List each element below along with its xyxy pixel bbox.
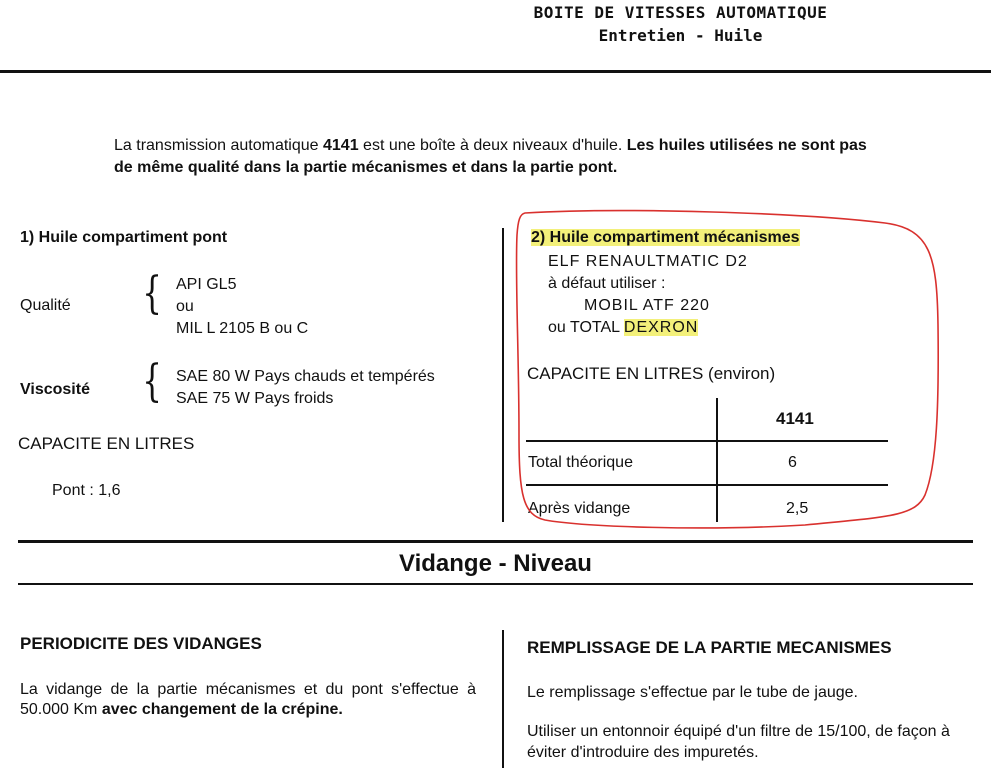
quality-values xyxy=(176,274,308,340)
oil-spec-line3: MOBIL ATF 220 xyxy=(584,297,710,314)
filling-para2: Utiliser un entonnoir équipé d'un filtre de 15/100, de façon à éviter d'introduire des impuretés. xyxy=(527,723,950,761)
column-divider-bottom xyxy=(502,630,504,768)
oil-spec-line1: ELF RENAULTMATIC D2 xyxy=(548,253,748,270)
periodicity-text-normal: La vidange de la partie mécanismes et du pont s'effectue à 50.000 Km xyxy=(20,681,476,718)
intro-paragraph xyxy=(114,135,884,179)
quality-label: Qualité xyxy=(20,297,71,314)
oil-spec-line4-prefix: ou TOTAL xyxy=(548,319,624,336)
quality-value-1: API GL5 xyxy=(176,276,237,293)
intro-text-2: est une boîte à deux niveaux d'huile. xyxy=(358,137,627,154)
header-line2: Entretien - Huile xyxy=(598,26,763,45)
pont-label: Pont : xyxy=(52,482,94,499)
section-title: Vidange - Niveau xyxy=(399,550,592,577)
header-line1: BOITE DE VITESSES AUTOMATIQUE xyxy=(533,3,828,22)
quality-brace: { xyxy=(142,268,162,319)
header-rule xyxy=(0,70,991,73)
filling-para1: Le remplissage s'effectue par le tube de jauge. xyxy=(527,684,858,701)
annotation-circle xyxy=(505,205,945,535)
section-rule-top xyxy=(18,540,973,543)
filling-heading: REMPLISSAGE DE LA PARTIE MECANISMES xyxy=(527,638,892,657)
viscosity-brace: { xyxy=(142,356,162,407)
left-heading: 1) Huile compartiment pont xyxy=(20,229,228,246)
viscosity-label: Viscosité xyxy=(20,381,90,398)
periodicity-heading: PERIODICITE DES VIDANGES xyxy=(20,634,262,653)
viscosity-values xyxy=(176,366,435,410)
right-capacity-heading: CAPACITE EN LITRES (environ) xyxy=(527,364,776,383)
left-capacity-heading: CAPACITE EN LITRES xyxy=(18,434,195,453)
intro-text-bold: Les huiles utilisées ne sont pas de même qualité dans la partie mécanismes et dans la partie pont. xyxy=(114,137,867,176)
table-row-label: Total théorique xyxy=(528,454,633,471)
pont-value: 1,6 xyxy=(98,482,121,499)
section-rule-bottom xyxy=(18,583,973,585)
periodicity-text-bold: avec changement de la crépine. xyxy=(101,701,343,718)
header-subtitle xyxy=(0,26,991,45)
viscosity-value-1: SAE 80 W Pays chauds et tempérés xyxy=(176,368,435,385)
table-row-value: 2,5 xyxy=(786,500,809,517)
header-title xyxy=(0,3,991,22)
quality-value-3: MIL L 2105 B ou C xyxy=(176,320,309,337)
right-heading-text: 2) Huile compartiment mécanismes xyxy=(531,229,800,246)
viscosity-value-2: SAE 75 W Pays froids xyxy=(176,390,334,407)
periodicity-text xyxy=(20,680,476,720)
intro-text-1: La transmission automatique xyxy=(114,137,323,154)
column-divider-top xyxy=(502,228,504,522)
table-row-value: 6 xyxy=(788,454,797,471)
quality-value-2: ou xyxy=(176,298,194,315)
oil-spec-line2: à défaut utiliser : xyxy=(548,275,666,292)
pont-capacity xyxy=(52,482,121,500)
intro-model: 4141 xyxy=(323,137,359,154)
oil-spec-highlight: DEXRON xyxy=(623,319,699,336)
table-row-label: Après vidange xyxy=(528,500,631,517)
table-column-header: 4141 xyxy=(776,409,814,428)
